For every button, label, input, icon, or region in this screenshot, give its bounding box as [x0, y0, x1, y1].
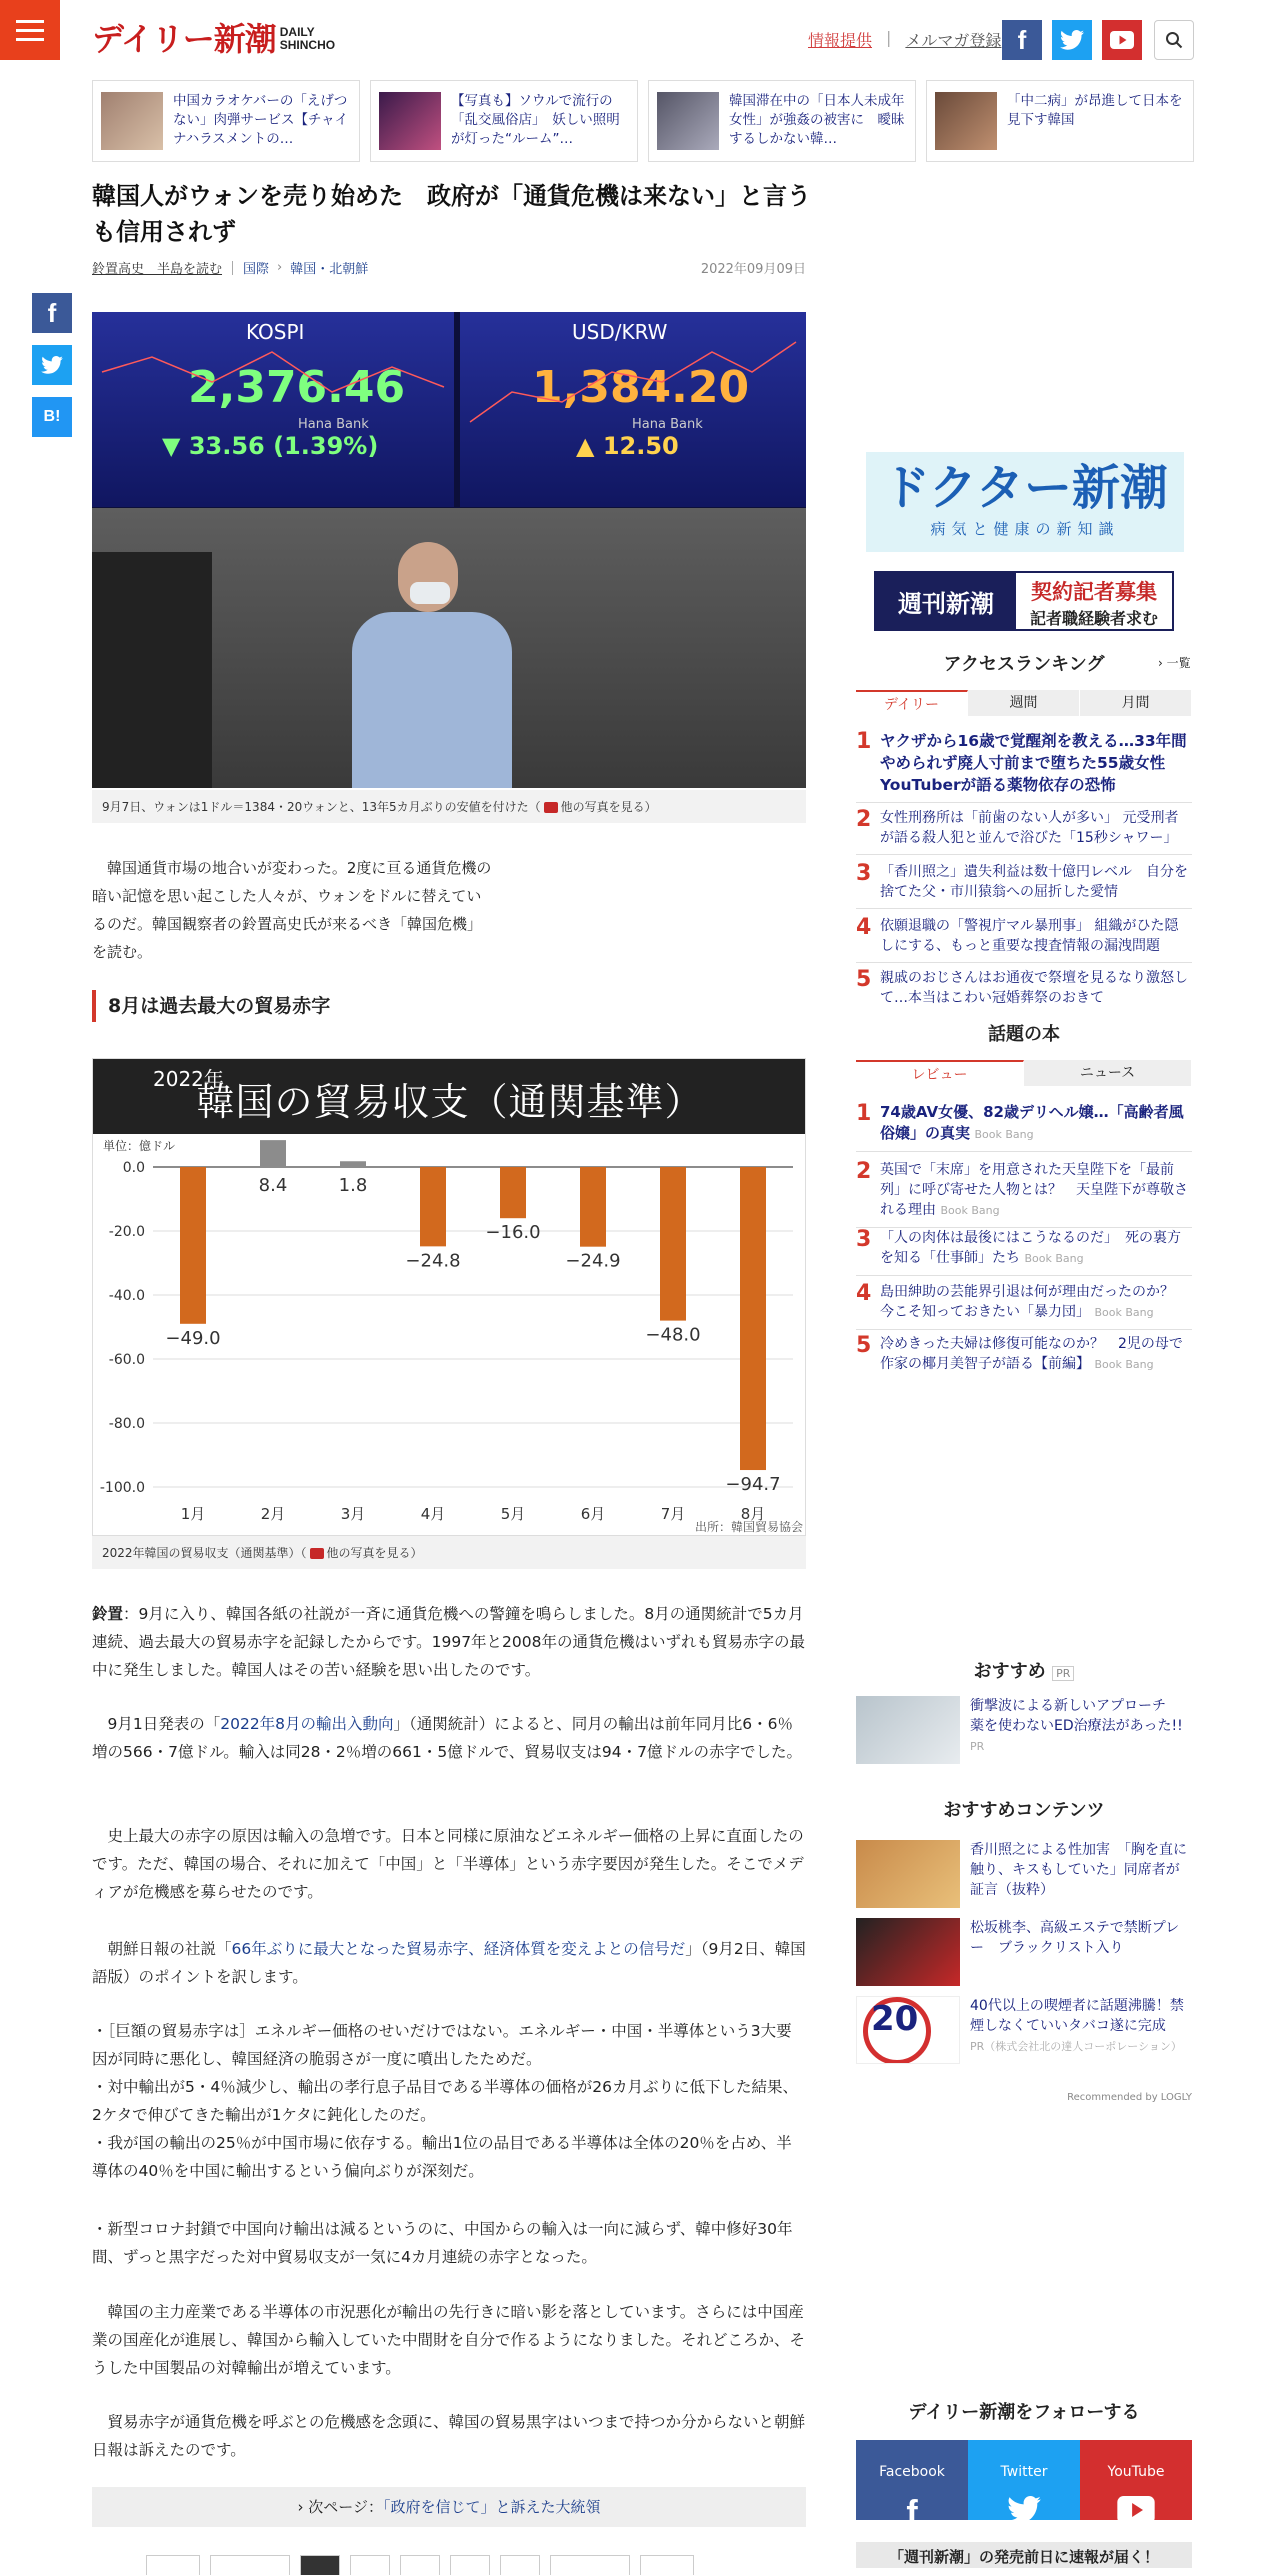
chart-bar [660, 1167, 686, 1321]
board-usd-label: USD/KRW [572, 320, 668, 344]
tab-review[interactable]: レビュー [856, 1060, 1024, 1086]
related-articles [92, 80, 1194, 162]
chart-bar [340, 1161, 366, 1167]
ranking-title: アクセスランキング [943, 654, 1105, 675]
y-tick-label: -20.0 [108, 1224, 145, 1240]
more-photos-link[interactable]: 他の写真を見る） [326, 1546, 423, 1560]
photo-caption: 9月7日、ウォンは1ドル＝1384・20ウォンと、13年5カ月ぶりの安値を付けた（ 他の写真を見る） [92, 790, 806, 823]
logo-en-2: SHINCHO [279, 38, 336, 52]
follow-title: デイリー新潮をフォローする [908, 2402, 1140, 2423]
book-item[interactable]: 3 「人の肉体は最後にはこうなるのだ」 死の裏方を知る「仕事師」たち Book Bang [856, 1228, 1192, 1276]
thumbnail [379, 92, 441, 150]
info-link[interactable]: 情報提供 [808, 31, 873, 50]
follow-buttons [856, 2440, 1192, 2532]
books-title: 話題の本 [988, 1024, 1060, 1045]
related-article[interactable]: 【写真も】ソウルで流行の「乱交風俗店」 妖しい照明が灯った“ルーム”… [370, 80, 638, 162]
camera-icon [310, 1548, 324, 1559]
camera-icon [544, 802, 558, 813]
newsletter-link[interactable]: メルマガ登録 [905, 31, 1002, 50]
content-item[interactable]: 20 40代以上の喫煙者に話題沸騰！禁煙しなくていいタバコ遂に完成 PR（株式会社北の達人コーポレーション） [856, 1996, 1192, 2064]
site-logo[interactable] [92, 22, 335, 56]
reporter-recruit-ad[interactable]: 週刊新潮 契約記者募集 記者職経験者求む [874, 571, 1174, 631]
section-heading: 8月は過去最大の貿易赤字 [92, 990, 806, 1022]
paragraph: 9月1日発表の「2022年8月の輸出入動向」（通関統計）によると、同月の輸出は前年同月比6・6％増の566・7億ドル。輸入は同28・2％増の661・5億ドルで、貿易収支は94・7億ドルの赤字でした。 [92, 1715, 803, 1761]
board-usd-change: ▲ 12.50 [576, 432, 679, 460]
publish-date: 2022年09月09日 [700, 262, 806, 277]
twitter-share-icon[interactable] [32, 345, 72, 385]
ranking-item[interactable]: 1 ヤクザから16歳で覚醒剤を教える…33年間やめられず廃人寸前まで堕ちた55歳女性YouTuberが語る薬物依存の恐怖 [856, 730, 1192, 803]
article-photo[interactable]: KOSPI 2,376.46 Hana Bank ▼ 33.56 (1.39%) USD/KRW 1,384.20 Hana Bank ▲ 12.50 [92, 312, 806, 788]
data-label: 1.8 [338, 1175, 368, 1196]
chart-unit-label: 単位：億ドル [103, 1139, 176, 1153]
paragraph: 韓国の主力産業である半導体の市況悪化が輸出の先行きに暗い影を落としています。さらには中国産業の国産化が進展し、韓国から輸入していた中間財を自分で作るようになりました。それどころか、そうした中国製品の対韓輸出が増えています。 [92, 2303, 806, 2377]
category-link[interactable]: 国際 [243, 262, 270, 277]
lead-paragraph: 韓国通貨市場の地合いが変わった。2度に亘る通貨危機の暗い記憶を思い起こした人々が、ウォンをドルに替えているのだ。韓国観察者の鈴置高史氏が来るべき「韓国危機」を読む。 [92, 859, 492, 961]
chart-bar [580, 1167, 606, 1247]
data-label: −16.0 [485, 1222, 541, 1244]
ranking-all-link[interactable]: › 一覧 [1158, 656, 1191, 670]
next-page-link[interactable]: › 次ページ：「政府を信じて」と訴えた大統領 [92, 2487, 806, 2527]
no-smoking-20-icon: 20 [856, 1996, 960, 2064]
twitter-icon [968, 2482, 1080, 2533]
book-item[interactable]: 4 島田紳助の芸能界引退は何が理由だったのか？ 今こそ知っておきたい「暴力団」 Book Bang [856, 1282, 1192, 1330]
x-tick-label: 1月 [180, 1505, 206, 1523]
ranking-item[interactable]: 5 親戚のおじさんはお通夜で祭壇を見るなり激怒して…本当はこわい冠婚葬祭のおきて [856, 967, 1188, 1006]
editorial-link[interactable]: 66年ぶりに最大となった貿易赤字、経済体質を変えよとの信号だ [231, 1940, 686, 1958]
chart-bar [260, 1140, 286, 1167]
osusume-item[interactable]: 衝撃波による新しいアプローチ 薬を使わないED治療法があった!! PR [856, 1696, 1192, 1764]
doctor-shincho-ad[interactable]: ドクター新潮 病気と健康の新知識 [866, 452, 1184, 552]
chevron-right-icon: › [297, 2498, 304, 2516]
x-tick-label: 6月 [580, 1505, 606, 1523]
twitter-icon[interactable] [1052, 20, 1092, 60]
data-label: −24.8 [405, 1250, 461, 1272]
facebook-icon[interactable]: f [1002, 20, 1042, 60]
x-tick-label: 2月 [260, 1505, 286, 1523]
chevron-right-icon: › [1158, 656, 1167, 670]
chart-plot [93, 1134, 806, 1536]
content-item[interactable]: 香川照之による性加害 「胸を直に触り、キスもしていた」同席者が証言（抜粋） [856, 1840, 1192, 1908]
tab-weekly[interactable]: 週間 [968, 690, 1080, 716]
y-tick-label: -40.0 [108, 1288, 145, 1304]
ranking-item[interactable]: 2 女性刑務所は「前歯のない人が多い」 元受刑者が語る殺人犯と並んで浴びた「15秒シャワー」 [856, 808, 1192, 855]
data-label: −49.0 [165, 1327, 221, 1349]
data-label: −94.7 [725, 1474, 781, 1496]
quote-block: ・［巨額の貿易赤字は］エネルギー価格のせいだけではない。エネルギー・中国・半導体という3大要因が同時に悪化し、韓国経済の脆弱さが一度に噴出したためだ。 ・対中輸出が5・4％減少し、輸出の孝行息子品目である半導体の価格が26カ月ぶりに低下した結果、2ケタで伸びてきた輸出が1ケタに鈍化したのだ。 ・我が国の輸出の25％が中国市場に依存する。輸出1位の品目である半導体は全体の20％を占め、半導体の40％を中国に輸出するという偏向ぶりが深刻だ。 [92, 2022, 798, 2180]
follow-youtube-button[interactable]: YouTube [1080, 2440, 1192, 2520]
chevron-right-icon: › [277, 260, 283, 275]
facebook-icon: f [906, 2494, 918, 2532]
thumbnail [856, 1918, 960, 1986]
x-tick-label: 8月 [740, 1505, 766, 1523]
related-article[interactable]: 韓国滞在中の「日本人未成年女性」が強姦の被害に 曖昧するしかない韓… [648, 80, 916, 162]
tab-monthly[interactable]: 月間 [1080, 690, 1192, 716]
article-title: 韓国人がウォンを売り始めた 政府が「通貨危機は来ない」と言うも信用されず [92, 182, 812, 246]
board-kospi-label: KOSPI [246, 320, 305, 344]
paragraph: 貿易赤字が通貨危機を呼ぶとの危機感を念頭に、韓国の貿易黒字はいつまで持つか分からないと朝鮮日報は訴えたのです。 [92, 2413, 806, 2459]
board-usd-value: 1,384.20 [532, 362, 750, 413]
book-item[interactable]: 5 冷めきった夫婦は修復可能なのか？ 2児の母で作家の椰月美智子が語る【前編】 Book Bang [856, 1333, 1183, 1372]
board-kospi-value: 2,376.46 [188, 362, 406, 413]
youtube-icon[interactable] [1102, 20, 1142, 60]
logo-en-1: DAILY [279, 25, 315, 39]
thumbnail [935, 92, 997, 150]
contents-title: おすすめコンテンツ [943, 1800, 1105, 1821]
subcategory-link[interactable]: 韓国・北朝鮮 [290, 262, 369, 277]
author-series-link[interactable]: 鈴置高史 半島を読む [92, 262, 223, 277]
tab-daily[interactable]: デイリー [856, 690, 968, 716]
related-article[interactable]: 「中二病」が昂進して日本を見下す韓国 [926, 80, 1194, 162]
thumbnail [856, 1696, 960, 1764]
thumbnail [101, 92, 163, 150]
paragraph: 朝鮮日報の社説「66年ぶりに最大となった貿易赤字、経済体質を変えよとの信号だ」（9月2日、韓国語版）のポイントを訳します。 [92, 1940, 806, 1986]
newsletter-banner[interactable]: 「週刊新潮」の発売前日に速報が届く！ [856, 2542, 1192, 2568]
chart-bar [500, 1167, 526, 1218]
tab-news[interactable]: ニュース [1024, 1060, 1192, 1086]
chart-title: 韓国の貿易収支（通関基準） [196, 1080, 704, 1124]
board-kospi-change: ▼ 33.56 (1.39%) [162, 432, 379, 460]
y-tick-label: -100.0 [99, 1480, 145, 1496]
menu-icon [16, 20, 44, 23]
quote-block: ・新型コロナ封鎖で中国向け輸出は減るというのに、中国からの輸入は一向に減らず、韓中修好30年間、ずっと黒字だった対中貿易収支が一気に4カ月連続の赤字となった。 [92, 2220, 793, 2266]
pagination [146, 2555, 694, 2575]
chart-bar [420, 1167, 446, 1246]
search-button[interactable] [1154, 20, 1194, 60]
data-label: 8.4 [258, 1175, 288, 1196]
data-label: −24.9 [565, 1250, 621, 1272]
y-tick-label: -60.0 [108, 1352, 145, 1368]
trade-balance-chart[interactable] [92, 1058, 806, 1536]
chart-year: 2022年 [153, 1067, 224, 1091]
logly-credit: Recommended by LOGLY [1067, 2092, 1192, 2103]
ranking-item[interactable]: 4 依願退職の「警視庁マル暴刑事」 組織がひた隠しにする、もっと重要な捜査情報の漏洩問題 [856, 916, 1192, 963]
x-tick-label: 4月 [420, 1505, 446, 1523]
hatena-bookmark-icon[interactable]: B! [32, 397, 72, 437]
x-tick-label: 5月 [500, 1505, 526, 1523]
follow-facebook-button[interactable]: Facebook f [856, 2440, 968, 2520]
ranking-item[interactable]: 3 「香川照之」遺失利益は数十億円レベル 自分を捨てた父・市川猿翁への屈折した愛情 [856, 862, 1192, 909]
chart-source: 出所：韓国貿易協会 [694, 1520, 803, 1534]
article-meta [92, 258, 806, 277]
thumbnail [657, 92, 719, 150]
osusume-title: おすすめ PR [856, 1657, 1192, 1683]
chart-bar [740, 1167, 766, 1470]
data-label: −48.0 [645, 1324, 701, 1346]
thumbnail [856, 1840, 960, 1908]
x-tick-label: 7月 [660, 1505, 686, 1523]
chart-bar [180, 1167, 206, 1324]
menu-button[interactable] [0, 0, 60, 60]
logo-text: デイリー新潮 [92, 20, 276, 58]
y-tick-label: 0.0 [122, 1160, 145, 1176]
share-bar [32, 293, 72, 437]
paragraph: 鈴置：9月に入り、韓国各紙の社説が一斉に通貨危機への警鐘を鳴らしました。8月の通関統計で5カ月連続、過去最大の貿易赤字を記録したからです。1997年と2008年の通貨危機はいずれも貿易赤字の最中に発生しました。韓国人はその苦い経験を思い出したのです。 [92, 1605, 806, 1679]
content-item[interactable]: 松坂桃李、高級エステで禁断プレー ブラックリスト入り [856, 1918, 1192, 1986]
follow-twitter-button[interactable]: Twitter [968, 2440, 1080, 2520]
chart-caption: 2022年韓国の貿易収支（通関基準）（ 他の写真を見る） [92, 1536, 806, 1569]
book-item[interactable]: 1 74歳AV女優、82歳デリヘル嬢…「高齢者風俗嬢」の真実 Book Bang [856, 1102, 1192, 1152]
youtube-icon [1080, 2482, 1192, 2533]
book-item[interactable]: 2 英国で「末席」を用意された天皇陛下を「最前列」に呼び寄せた人物とは？ 天皇陛下が尊敬される理由 Book Bang [856, 1160, 1192, 1228]
trade-stats-link[interactable]: 2022年8月の輸出入動向 [220, 1715, 394, 1733]
more-photos-link[interactable]: 他の写真を見る） [560, 800, 657, 814]
x-tick-label: 3月 [340, 1505, 366, 1523]
search-icon [1165, 31, 1183, 49]
related-article[interactable]: 中国カラオケバーの「えげつない」肉弾サービス【チャイナハラスメントの… [92, 80, 360, 162]
y-tick-label: -80.0 [108, 1416, 145, 1432]
facebook-share-icon[interactable]: f [32, 293, 72, 333]
paragraph: 史上最大の赤字の原因は輸入の急増です。日本と同様に原油などエネルギー価格の上昇に直面したのです。ただ、韓国の場合、それに加えて「中国」と「半導体」という赤字要因が発生した。そこでメディアが危機感を募らせたのです。 [92, 1827, 804, 1901]
